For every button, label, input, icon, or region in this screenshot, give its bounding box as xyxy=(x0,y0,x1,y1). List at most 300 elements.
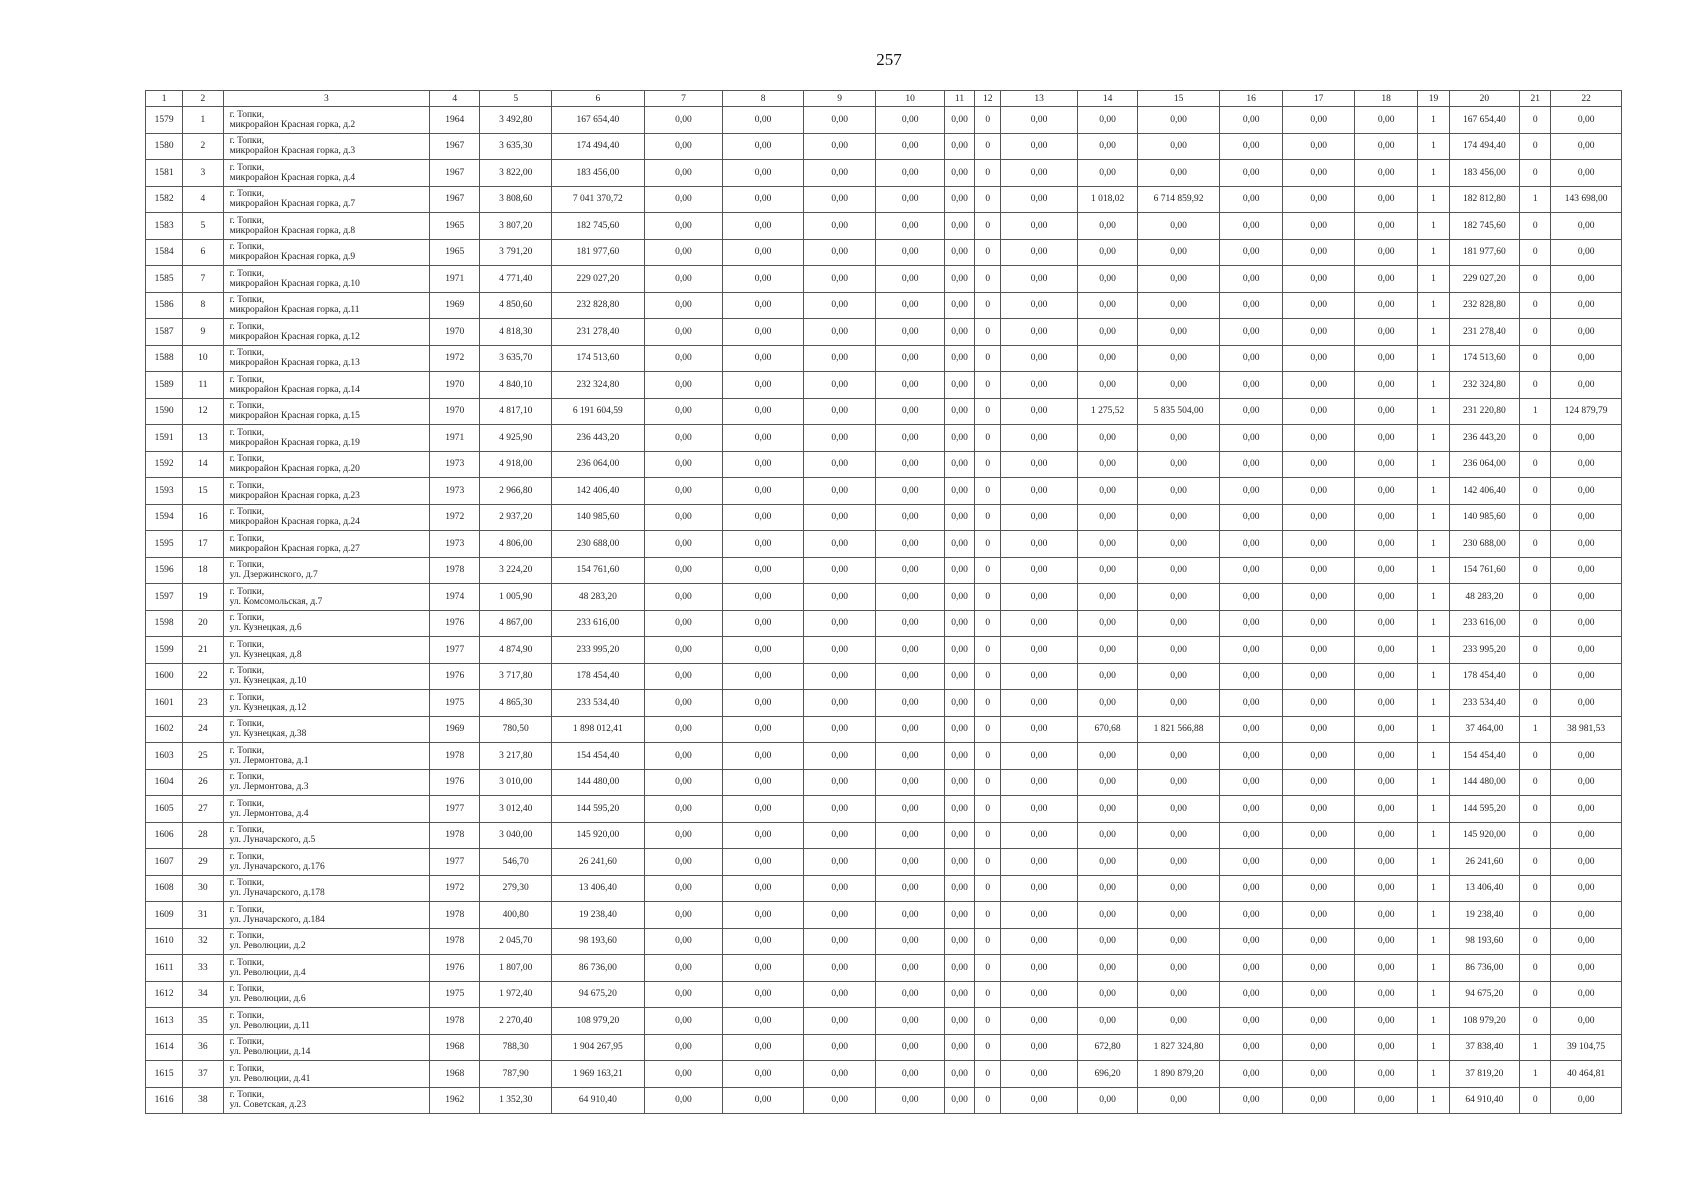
col-18-value: 0,00 xyxy=(1354,239,1417,266)
address-city: г. Топки, xyxy=(229,507,265,518)
col-13-value: 0,00 xyxy=(1001,637,1078,664)
area-value: 2 045,70 xyxy=(480,928,552,955)
col-7-value: 0,00 xyxy=(644,1008,723,1035)
col-22-value: 0,00 xyxy=(1551,690,1622,717)
col-7-value: 0,00 xyxy=(644,849,723,876)
col-11-value: 0,00 xyxy=(944,796,974,823)
table-body xyxy=(146,107,1622,1114)
address-street: микрорайон Красная горка, д.27 xyxy=(229,543,360,554)
col-7-value: 0,00 xyxy=(644,1087,723,1114)
col-18-value: 0,00 xyxy=(1354,716,1417,743)
area-value: 4 840,10 xyxy=(480,372,552,399)
col-18-value: 0,00 xyxy=(1354,213,1417,240)
row-index: 31 xyxy=(183,902,223,929)
address-city: г. Топки, xyxy=(229,1063,265,1074)
col-9-value: 0,00 xyxy=(803,1087,876,1114)
col-10-value: 0,00 xyxy=(876,239,945,266)
col-12-value: 0 xyxy=(975,345,1001,372)
row-registry-number: 1616 xyxy=(146,1087,183,1114)
build-year: 1967 xyxy=(430,133,480,160)
col-17-value: 0,00 xyxy=(1283,504,1355,531)
col-22-value: 0,00 xyxy=(1551,451,1622,478)
row-registry-number: 1606 xyxy=(146,822,183,849)
address-city: г. Топки, xyxy=(229,851,265,862)
col-17-value: 0,00 xyxy=(1283,186,1355,213)
col-17-value: 0,00 xyxy=(1283,584,1355,611)
col-15-value: 0,00 xyxy=(1138,557,1220,584)
col-8-value: 0,00 xyxy=(723,504,804,531)
column-number-11: 11 xyxy=(944,91,974,107)
col-9-value: 0,00 xyxy=(803,1034,876,1061)
col-16-value: 0,00 xyxy=(1219,822,1282,849)
address-street: микрорайон Красная горка, д.14 xyxy=(229,384,360,395)
col-14-value: 0,00 xyxy=(1077,266,1137,293)
col-19-value: 1 xyxy=(1418,160,1449,187)
table-row xyxy=(146,1087,1622,1114)
col-20-value: 233 534,40 xyxy=(1449,690,1520,717)
build-year: 1973 xyxy=(430,531,480,558)
col-16-value: 0,00 xyxy=(1219,478,1282,505)
col-17-value: 0,00 xyxy=(1283,849,1355,876)
table-row xyxy=(146,557,1622,584)
col-22-value: 0,00 xyxy=(1551,133,1622,160)
column-number-18: 18 xyxy=(1354,91,1417,107)
row-registry-number: 1614 xyxy=(146,1034,183,1061)
row-index: 28 xyxy=(183,822,223,849)
row-index: 6 xyxy=(183,239,223,266)
row-index: 33 xyxy=(183,955,223,982)
col-20-value: 236 443,20 xyxy=(1449,425,1520,452)
col-15-value: 0,00 xyxy=(1138,239,1220,266)
col-19-value: 1 xyxy=(1418,557,1449,584)
row-registry-number: 1609 xyxy=(146,902,183,929)
address-city: г. Топки, xyxy=(229,268,265,279)
col-18-value: 0,00 xyxy=(1354,769,1417,796)
col-16-value: 0,00 xyxy=(1219,160,1282,187)
row-registry-number: 1604 xyxy=(146,769,183,796)
area-value: 400,80 xyxy=(480,902,552,929)
address-cell xyxy=(223,1087,430,1114)
col-8-value: 0,00 xyxy=(723,1034,804,1061)
col-17-value: 0,00 xyxy=(1283,610,1355,637)
row-index: 23 xyxy=(183,690,223,717)
row-index: 26 xyxy=(183,769,223,796)
col-12-value: 0 xyxy=(975,425,1001,452)
area-value: 546,70 xyxy=(480,849,552,876)
col-8-value: 0,00 xyxy=(723,425,804,452)
col-21-value: 0 xyxy=(1520,822,1551,849)
table-row xyxy=(146,849,1622,876)
col-13-value: 0,00 xyxy=(1001,372,1078,399)
col-10-value: 0,00 xyxy=(876,557,945,584)
column-number-13: 13 xyxy=(1001,91,1078,107)
address-city: г. Топки, xyxy=(229,1010,265,1021)
address-cell xyxy=(223,1034,430,1061)
col-18-value: 0,00 xyxy=(1354,981,1417,1008)
col-20-value: 144 480,00 xyxy=(1449,769,1520,796)
col-8-value: 0,00 xyxy=(723,822,804,849)
address-city: г. Топки, xyxy=(229,109,265,120)
area-value: 3 717,80 xyxy=(480,663,552,690)
col-13-value: 0,00 xyxy=(1001,796,1078,823)
col-11-value: 0,00 xyxy=(944,849,974,876)
col-9-value: 0,00 xyxy=(803,451,876,478)
area-value: 3 791,20 xyxy=(480,239,552,266)
col-13-value: 0,00 xyxy=(1001,213,1078,240)
col-7-value: 0,00 xyxy=(644,213,723,240)
column-number-2: 2 xyxy=(183,91,223,107)
col-8-value: 0,00 xyxy=(723,186,804,213)
col-18-value: 0,00 xyxy=(1354,504,1417,531)
address-cell xyxy=(223,504,430,531)
col-10-value: 0,00 xyxy=(876,663,945,690)
col-15-value: 0,00 xyxy=(1138,743,1220,770)
col-19-value: 1 xyxy=(1418,398,1449,425)
col-19-value: 1 xyxy=(1418,981,1449,1008)
col-9-value: 0,00 xyxy=(803,769,876,796)
col-9-value: 0,00 xyxy=(803,557,876,584)
col-13-value: 0,00 xyxy=(1001,425,1078,452)
total-cost: 144 480,00 xyxy=(552,769,645,796)
col-17-value: 0,00 xyxy=(1283,822,1355,849)
col-15-value: 0,00 xyxy=(1138,796,1220,823)
address-street: ул. Кузнецкая, д.12 xyxy=(229,702,307,713)
col-10-value: 0,00 xyxy=(876,1087,945,1114)
col-17-value: 0,00 xyxy=(1283,875,1355,902)
col-7-value: 0,00 xyxy=(644,584,723,611)
col-16-value: 0,00 xyxy=(1219,186,1282,213)
col-14-value: 0,00 xyxy=(1077,584,1137,611)
column-number-row xyxy=(146,91,1622,107)
col-7-value: 0,00 xyxy=(644,160,723,187)
col-16-value: 0,00 xyxy=(1219,849,1282,876)
address-street: микрорайон Красная горка, д.8 xyxy=(229,225,356,236)
address-street: микрорайон Красная горка, д.24 xyxy=(229,517,360,528)
col-16-value: 0,00 xyxy=(1219,504,1282,531)
col-8-value: 0,00 xyxy=(723,769,804,796)
col-10-value: 0,00 xyxy=(876,716,945,743)
col-18-value: 0,00 xyxy=(1354,425,1417,452)
col-21-value: 0 xyxy=(1520,266,1551,293)
table-row xyxy=(146,319,1622,346)
col-19-value: 1 xyxy=(1418,425,1449,452)
address-street: ул. Луначарского, д.176 xyxy=(229,861,325,872)
build-year: 1964 xyxy=(430,107,480,134)
row-index: 9 xyxy=(183,319,223,346)
build-year: 1965 xyxy=(430,239,480,266)
col-20-value: 64 910,40 xyxy=(1449,1087,1520,1114)
col-22-value: 0,00 xyxy=(1551,822,1622,849)
col-15-value: 0,00 xyxy=(1138,372,1220,399)
col-7-value: 0,00 xyxy=(644,875,723,902)
row-index: 36 xyxy=(183,1034,223,1061)
row-index: 34 xyxy=(183,981,223,1008)
table-row xyxy=(146,928,1622,955)
build-year: 1970 xyxy=(430,398,480,425)
row-index: 11 xyxy=(183,372,223,399)
area-value: 3 224,20 xyxy=(480,557,552,584)
build-year: 1978 xyxy=(430,822,480,849)
total-cost: 233 616,00 xyxy=(552,610,645,637)
col-22-value: 0,00 xyxy=(1551,849,1622,876)
column-number-6: 6 xyxy=(552,91,645,107)
col-10-value: 0,00 xyxy=(876,902,945,929)
area-value: 3 492,80 xyxy=(480,107,552,134)
col-11-value: 0,00 xyxy=(944,1034,974,1061)
col-18-value: 0,00 xyxy=(1354,637,1417,664)
col-18-value: 0,00 xyxy=(1354,928,1417,955)
col-15-value: 0,00 xyxy=(1138,266,1220,293)
col-18-value: 0,00 xyxy=(1354,107,1417,134)
col-12-value: 0 xyxy=(975,239,1001,266)
address-street: ул. Лермонтова, д.4 xyxy=(229,808,309,819)
col-9-value: 0,00 xyxy=(803,239,876,266)
col-16-value: 0,00 xyxy=(1219,372,1282,399)
total-cost: 236 064,00 xyxy=(552,451,645,478)
column-number-3: 3 xyxy=(223,91,430,107)
col-19-value: 1 xyxy=(1418,743,1449,770)
col-18-value: 0,00 xyxy=(1354,372,1417,399)
address-street: ул. Луначарского, д.184 xyxy=(229,914,325,925)
col-10-value: 0,00 xyxy=(876,928,945,955)
col-21-value: 0 xyxy=(1520,372,1551,399)
col-14-value: 0,00 xyxy=(1077,160,1137,187)
area-value: 2 937,20 xyxy=(480,504,552,531)
total-cost: 86 736,00 xyxy=(552,955,645,982)
col-15-value: 0,00 xyxy=(1138,955,1220,982)
col-20-value: 94 675,20 xyxy=(1449,981,1520,1008)
total-cost: 7 041 370,72 xyxy=(552,186,645,213)
total-cost: 182 745,60 xyxy=(552,213,645,240)
address-street: ул. Кузнецкая, д.6 xyxy=(229,623,302,634)
col-12-value: 0 xyxy=(975,743,1001,770)
col-20-value: 182 745,60 xyxy=(1449,213,1520,240)
build-year: 1977 xyxy=(430,637,480,664)
col-12-value: 0 xyxy=(975,981,1001,1008)
col-10-value: 0,00 xyxy=(876,478,945,505)
address-city: г. Топки, xyxy=(229,931,265,942)
col-22-value: 124 879,79 xyxy=(1551,398,1622,425)
col-22-value: 0,00 xyxy=(1551,557,1622,584)
table-row xyxy=(146,266,1622,293)
total-cost: 142 406,40 xyxy=(552,478,645,505)
address-city: г. Топки, xyxy=(229,825,265,836)
col-19-value: 1 xyxy=(1418,690,1449,717)
address-street: ул. Дзержинского, д.7 xyxy=(229,570,318,581)
col-12-value: 0 xyxy=(975,186,1001,213)
col-19-value: 1 xyxy=(1418,1034,1449,1061)
col-17-value: 0,00 xyxy=(1283,1087,1355,1114)
col-10-value: 0,00 xyxy=(876,213,945,240)
col-11-value: 0,00 xyxy=(944,663,974,690)
col-20-value: 140 985,60 xyxy=(1449,504,1520,531)
col-12-value: 0 xyxy=(975,451,1001,478)
col-22-value: 0,00 xyxy=(1551,955,1622,982)
col-12-value: 0 xyxy=(975,663,1001,690)
address-city: г. Топки, xyxy=(229,189,265,200)
col-15-value: 0,00 xyxy=(1138,1008,1220,1035)
col-22-value: 0,00 xyxy=(1551,319,1622,346)
build-year: 1975 xyxy=(430,981,480,1008)
col-21-value: 0 xyxy=(1520,557,1551,584)
address-cell xyxy=(223,266,430,293)
col-21-value: 0 xyxy=(1520,345,1551,372)
col-13-value: 0,00 xyxy=(1001,743,1078,770)
col-14-value: 0,00 xyxy=(1077,610,1137,637)
col-10-value: 0,00 xyxy=(876,955,945,982)
col-22-value: 0,00 xyxy=(1551,637,1622,664)
row-index: 1 xyxy=(183,107,223,134)
col-9-value: 0,00 xyxy=(803,133,876,160)
col-14-value: 0,00 xyxy=(1077,981,1137,1008)
row-registry-number: 1586 xyxy=(146,292,183,319)
col-10-value: 0,00 xyxy=(876,743,945,770)
build-year: 1971 xyxy=(430,425,480,452)
area-value: 4 867,00 xyxy=(480,610,552,637)
col-7-value: 0,00 xyxy=(644,928,723,955)
table-row xyxy=(146,981,1622,1008)
col-21-value: 0 xyxy=(1520,292,1551,319)
col-9-value: 0,00 xyxy=(803,663,876,690)
col-18-value: 0,00 xyxy=(1354,133,1417,160)
col-14-value: 0,00 xyxy=(1077,425,1137,452)
row-index: 19 xyxy=(183,584,223,611)
col-10-value: 0,00 xyxy=(876,796,945,823)
col-14-value: 0,00 xyxy=(1077,292,1137,319)
col-14-value: 0,00 xyxy=(1077,213,1137,240)
table-row xyxy=(146,1061,1622,1088)
column-number-19: 19 xyxy=(1418,91,1449,107)
column-number-1: 1 xyxy=(146,91,183,107)
col-10-value: 0,00 xyxy=(876,1061,945,1088)
area-value: 1 807,00 xyxy=(480,955,552,982)
col-20-value: 37 464,00 xyxy=(1449,716,1520,743)
col-9-value: 0,00 xyxy=(803,716,876,743)
col-17-value: 0,00 xyxy=(1283,796,1355,823)
col-14-value: 0,00 xyxy=(1077,372,1137,399)
table-row xyxy=(146,875,1622,902)
address-street: ул. Лермонтова, д.3 xyxy=(229,782,309,793)
address-street: ул. Революции, д.6 xyxy=(229,994,306,1005)
area-value: 4 925,90 xyxy=(480,425,552,452)
col-11-value: 0,00 xyxy=(944,902,974,929)
col-12-value: 0 xyxy=(975,955,1001,982)
col-15-value: 0,00 xyxy=(1138,610,1220,637)
table-row xyxy=(146,690,1622,717)
col-21-value: 0 xyxy=(1520,451,1551,478)
build-year: 1969 xyxy=(430,716,480,743)
col-16-value: 0,00 xyxy=(1219,213,1282,240)
col-20-value: 233 995,20 xyxy=(1449,637,1520,664)
col-13-value: 0,00 xyxy=(1001,610,1078,637)
column-number-15: 15 xyxy=(1138,91,1220,107)
col-11-value: 0,00 xyxy=(944,133,974,160)
col-11-value: 0,00 xyxy=(944,690,974,717)
column-number-16: 16 xyxy=(1219,91,1282,107)
col-7-value: 0,00 xyxy=(644,637,723,664)
table-row xyxy=(146,478,1622,505)
row-index: 22 xyxy=(183,663,223,690)
col-21-value: 1 xyxy=(1520,186,1551,213)
col-19-value: 1 xyxy=(1418,796,1449,823)
row-registry-number: 1596 xyxy=(146,557,183,584)
address-city: г. Топки, xyxy=(229,772,265,783)
col-8-value: 0,00 xyxy=(723,849,804,876)
row-registry-number: 1589 xyxy=(146,372,183,399)
address-city: г. Топки, xyxy=(229,401,265,412)
address-cell xyxy=(223,610,430,637)
row-registry-number: 1601 xyxy=(146,690,183,717)
table-row xyxy=(146,902,1622,929)
col-21-value: 0 xyxy=(1520,319,1551,346)
col-9-value: 0,00 xyxy=(803,1008,876,1035)
col-14-value: 0,00 xyxy=(1077,690,1137,717)
col-9-value: 0,00 xyxy=(803,849,876,876)
col-22-value: 0,00 xyxy=(1551,107,1622,134)
col-21-value: 0 xyxy=(1520,133,1551,160)
col-15-value: 1 890 879,20 xyxy=(1138,1061,1220,1088)
build-year: 1972 xyxy=(430,875,480,902)
col-9-value: 0,00 xyxy=(803,981,876,1008)
row-registry-number: 1587 xyxy=(146,319,183,346)
col-13-value: 0,00 xyxy=(1001,292,1078,319)
address-cell xyxy=(223,319,430,346)
col-10-value: 0,00 xyxy=(876,292,945,319)
row-index: 16 xyxy=(183,504,223,531)
col-20-value: 154 761,60 xyxy=(1449,557,1520,584)
col-10-value: 0,00 xyxy=(876,345,945,372)
row-index: 10 xyxy=(183,345,223,372)
col-14-value: 0,00 xyxy=(1077,557,1137,584)
col-8-value: 0,00 xyxy=(723,107,804,134)
col-21-value: 0 xyxy=(1520,504,1551,531)
table-row xyxy=(146,531,1622,558)
col-9-value: 0,00 xyxy=(803,1061,876,1088)
col-8-value: 0,00 xyxy=(723,160,804,187)
col-7-value: 0,00 xyxy=(644,398,723,425)
address-cell xyxy=(223,902,430,929)
col-20-value: 86 736,00 xyxy=(1449,955,1520,982)
column-number-10: 10 xyxy=(876,91,945,107)
col-16-value: 0,00 xyxy=(1219,266,1282,293)
col-9-value: 0,00 xyxy=(803,213,876,240)
col-18-value: 0,00 xyxy=(1354,1008,1417,1035)
col-12-value: 0 xyxy=(975,266,1001,293)
col-18-value: 0,00 xyxy=(1354,822,1417,849)
col-15-value: 0,00 xyxy=(1138,637,1220,664)
col-10-value: 0,00 xyxy=(876,1008,945,1035)
address-street: микрорайон Красная горка, д.20 xyxy=(229,464,360,475)
col-8-value: 0,00 xyxy=(723,372,804,399)
col-17-value: 0,00 xyxy=(1283,345,1355,372)
address-city: г. Топки, xyxy=(229,639,265,650)
col-9-value: 0,00 xyxy=(803,531,876,558)
address-street: ул. Революции, д.2 xyxy=(229,941,306,952)
col-12-value: 0 xyxy=(975,213,1001,240)
build-year: 1970 xyxy=(430,319,480,346)
build-year: 1965 xyxy=(430,213,480,240)
col-8-value: 0,00 xyxy=(723,928,804,955)
col-7-value: 0,00 xyxy=(644,981,723,1008)
row-index: 32 xyxy=(183,928,223,955)
address-street: ул. Лермонтова, д.1 xyxy=(229,755,309,766)
col-14-value: 670,68 xyxy=(1077,716,1137,743)
col-8-value: 0,00 xyxy=(723,716,804,743)
build-year: 1971 xyxy=(430,266,480,293)
col-12-value: 0 xyxy=(975,716,1001,743)
total-cost: 236 443,20 xyxy=(552,425,645,452)
build-year: 1973 xyxy=(430,451,480,478)
